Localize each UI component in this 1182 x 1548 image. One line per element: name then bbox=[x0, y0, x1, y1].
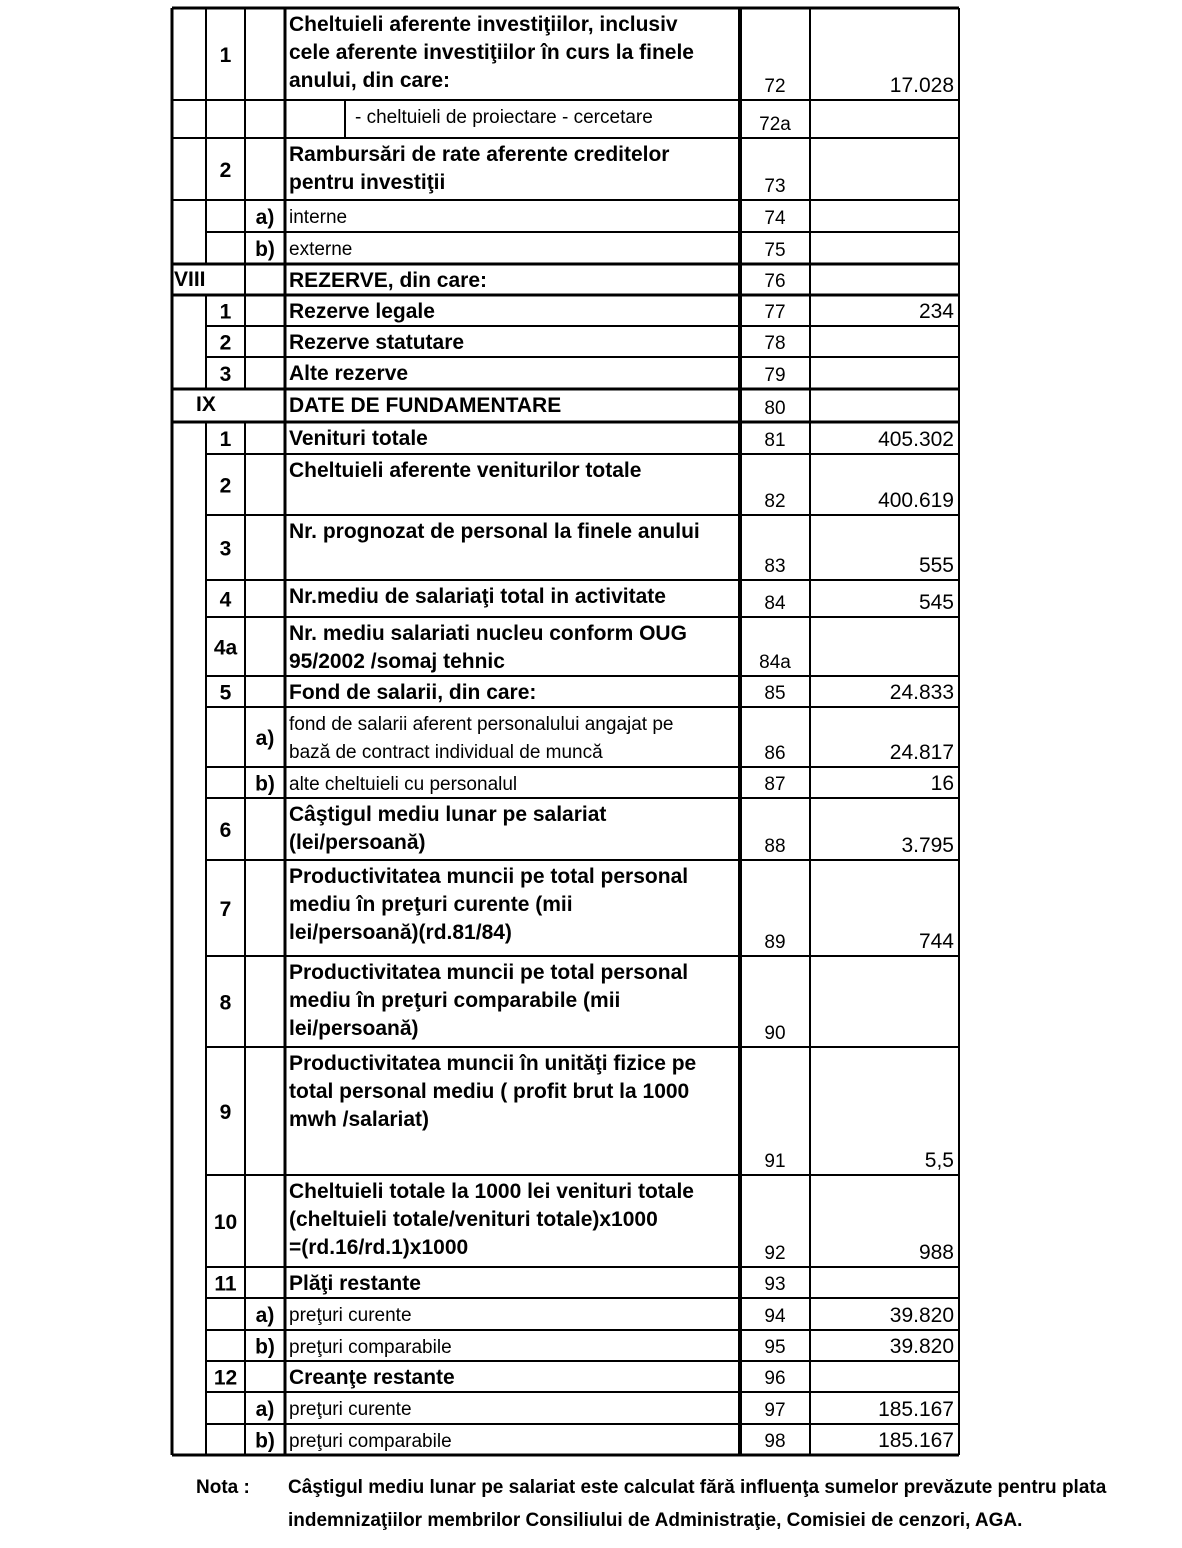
note-line-1: Câştigul mediu lunar pe salariat este calculat fără influenţa sumelor prevăzute pentru plata bbox=[288, 1477, 1107, 1498]
row-86-rd: 86 bbox=[764, 743, 786, 764]
row-84-rd: 84 bbox=[764, 593, 786, 614]
row-73-label: pentru investiţii bbox=[289, 171, 446, 194]
row-90-label: lei/persoană) bbox=[289, 1017, 419, 1040]
row-72-label: Cheltuieli aferente investiţiilor, inclusiv bbox=[289, 13, 678, 36]
row-84-num: 4 bbox=[219, 588, 232, 612]
row-86-label: fond de salarii aferent personalului angajat pe bbox=[289, 714, 674, 735]
row-87-rd: 87 bbox=[764, 774, 786, 795]
row-92-num: 10 bbox=[213, 1211, 238, 1234]
chapter-VIII: VIII bbox=[174, 268, 206, 291]
row-75-label: externe bbox=[289, 239, 353, 260]
row-88-value: 3.795 bbox=[901, 834, 954, 857]
row-96-rd: 96 bbox=[764, 1368, 786, 1389]
row-93-label: Plăţi restante bbox=[289, 1272, 421, 1295]
row-94-label: preţuri curente bbox=[289, 1305, 412, 1326]
row-84-value: 545 bbox=[918, 591, 954, 614]
row-72-rd: 72 bbox=[764, 76, 786, 97]
row-90-label: Productivitatea muncii pe total personal bbox=[289, 961, 689, 984]
row-85-num: 5 bbox=[219, 681, 232, 705]
row-77-rd: 77 bbox=[764, 302, 786, 323]
row-97-value: 185.167 bbox=[878, 1398, 954, 1421]
row-84a-rd: 84a bbox=[759, 652, 791, 673]
row-87-label: alte cheltuieli cu personalul bbox=[289, 774, 518, 795]
row-85-label: Fond de salarii, din care: bbox=[289, 681, 537, 704]
row-85-value: 24.833 bbox=[889, 681, 954, 704]
row-78-label: Rezerve statutare bbox=[289, 331, 465, 354]
row-90-num: 8 bbox=[219, 991, 232, 1015]
row-78-num: 2 bbox=[219, 331, 232, 355]
row-79-num: 3 bbox=[219, 363, 232, 386]
row-81-value: 405.302 bbox=[878, 428, 954, 451]
row-74-label: interne bbox=[289, 207, 348, 228]
row-93-num: 11 bbox=[214, 1272, 237, 1296]
row-73-num: 2 bbox=[219, 159, 232, 182]
row-88-rd: 88 bbox=[764, 836, 786, 857]
row-94-sub: a) bbox=[255, 1304, 275, 1327]
row-76-label: REZERVE, din care: bbox=[289, 269, 488, 292]
row-91-label: total personal mediu ( profit brut la 1000 bbox=[289, 1080, 690, 1103]
row-89-label: mediu în preţuri curente (mii bbox=[289, 893, 573, 916]
row-81-num: 1 bbox=[219, 428, 232, 451]
row-77-label: Rezerve legale bbox=[289, 300, 435, 323]
row-86-label: bază de contract individual de muncă bbox=[289, 742, 603, 763]
row-92-value: 988 bbox=[918, 1241, 954, 1264]
row-75-rd: 75 bbox=[764, 240, 786, 261]
row-83-label: Nr. prognozat de personal la finele anului bbox=[289, 520, 700, 543]
row-92-rd: 92 bbox=[764, 1243, 786, 1264]
row-95-label: preţuri comparabile bbox=[289, 1337, 452, 1358]
row-98-sub: b) bbox=[255, 1429, 275, 1453]
row-97-rd: 97 bbox=[764, 1400, 786, 1421]
row-86-value: 24.817 bbox=[889, 741, 954, 764]
row-82-label: Cheltuieli aferente veniturilor totale bbox=[289, 459, 642, 482]
note-label: Nota : bbox=[196, 1477, 250, 1498]
row-79-label: Alte rezerve bbox=[289, 362, 409, 385]
row-91-label: Productivitatea muncii în unităţi fizice pe bbox=[289, 1052, 697, 1075]
row-87-value: 16 bbox=[930, 772, 954, 795]
row-72a-label: - cheltuieli de proiectare - cercetare bbox=[355, 107, 653, 128]
row-79-rd: 79 bbox=[764, 365, 786, 386]
row-94-value: 39.820 bbox=[889, 1304, 954, 1327]
note-line-2: indemnizaţiilor membrilor Consiliului de Administraţie, Comisiei de cenzori, AGA. bbox=[288, 1510, 1023, 1531]
row-82-rd: 82 bbox=[764, 491, 786, 512]
row-96-num: 12 bbox=[213, 1366, 238, 1390]
row-83-value: 555 bbox=[918, 554, 954, 577]
row-78-rd: 78 bbox=[764, 333, 786, 354]
row-81-label: Venituri totale bbox=[289, 427, 428, 450]
row-85-rd: 85 bbox=[764, 683, 786, 704]
row-93-rd: 93 bbox=[764, 1274, 786, 1295]
row-77-num: 1 bbox=[219, 300, 232, 324]
row-89-label: Productivitatea muncii pe total personal bbox=[289, 865, 689, 888]
row-89-rd: 89 bbox=[764, 932, 786, 953]
row-97-sub: a) bbox=[255, 1398, 275, 1421]
row-89-label: lei/persoană)(rd.81/84) bbox=[289, 921, 512, 944]
row-80-rd: 80 bbox=[764, 398, 786, 419]
row-89-value: 744 bbox=[918, 930, 954, 953]
row-91-rd: 91 bbox=[764, 1151, 786, 1172]
row-74-rd: 74 bbox=[764, 208, 786, 229]
row-92-label: =(rd.16/rd.1)x1000 bbox=[289, 1236, 469, 1259]
row-95-sub: b) bbox=[255, 1335, 275, 1359]
row-87-sub: b) bbox=[255, 772, 275, 796]
row-84a-label: Nr. mediu salariati nucleu conform OUG bbox=[289, 622, 687, 645]
row-95-value: 39.820 bbox=[889, 1335, 954, 1358]
row-98-value: 185.167 bbox=[878, 1429, 954, 1452]
chapter-IX: IX bbox=[196, 393, 216, 416]
row-96-label: Creanţe restante bbox=[289, 1366, 455, 1389]
row-77-value: 234 bbox=[918, 300, 954, 323]
row-76-rd: 76 bbox=[764, 271, 786, 292]
row-83-rd: 83 bbox=[764, 556, 786, 577]
row-95-rd: 95 bbox=[764, 1337, 786, 1358]
row-91-num: 9 bbox=[219, 1101, 232, 1124]
row-83-num: 3 bbox=[219, 537, 232, 561]
row-97-label: preţuri curente bbox=[289, 1399, 412, 1420]
row-88-label: Câştigul mediu lunar pe salariat bbox=[289, 803, 607, 826]
row-84a-label: 95/2002 /somaj tehnic bbox=[289, 650, 505, 673]
row-73-label: Rambursări de rate aferente creditelor bbox=[289, 143, 670, 166]
row-89-num: 7 bbox=[219, 898, 232, 921]
row-84a-num: 4a bbox=[213, 636, 238, 660]
row-73-rd: 73 bbox=[764, 176, 786, 197]
row-84-label: Nr.mediu de salariaţi total in activitate bbox=[289, 585, 666, 608]
row-72a-rd: 72a bbox=[759, 114, 791, 135]
row-90-label: mediu în preţuri comparabile (mii bbox=[289, 989, 621, 1012]
row-94-rd: 94 bbox=[764, 1306, 786, 1327]
row-98-label: preţuri comparabile bbox=[289, 1431, 452, 1452]
row-98-rd: 98 bbox=[764, 1431, 786, 1452]
row-72-num: 1 bbox=[219, 44, 232, 67]
row-72-value: 17.028 bbox=[889, 74, 954, 97]
row-91-label: mwh /salariat) bbox=[289, 1108, 430, 1131]
row-82-value: 400.619 bbox=[878, 489, 954, 512]
row-75-sub: b) bbox=[255, 238, 275, 261]
row-91-value: 5,5 bbox=[924, 1149, 954, 1172]
row-74-sub: a) bbox=[255, 206, 275, 229]
row-92-label: (cheltuieli totale/venituri totale)x1000 bbox=[289, 1208, 658, 1231]
row-72-label: anului, din care: bbox=[289, 69, 451, 92]
row-72-label: cele aferente investiţiilor în curs la finele bbox=[289, 41, 694, 64]
row-90-rd: 90 bbox=[764, 1023, 786, 1044]
row-81-rd: 81 bbox=[764, 430, 786, 451]
row-80-label: DATE DE FUNDAMENTARE bbox=[289, 394, 562, 417]
row-86-sub: a) bbox=[255, 727, 275, 750]
row-82-num: 2 bbox=[219, 474, 232, 498]
row-92-label: Cheltuieli totale la 1000 lei venituri totale bbox=[289, 1180, 694, 1203]
row-88-label: (lei/persoană) bbox=[289, 831, 426, 854]
row-88-num: 6 bbox=[219, 819, 232, 842]
